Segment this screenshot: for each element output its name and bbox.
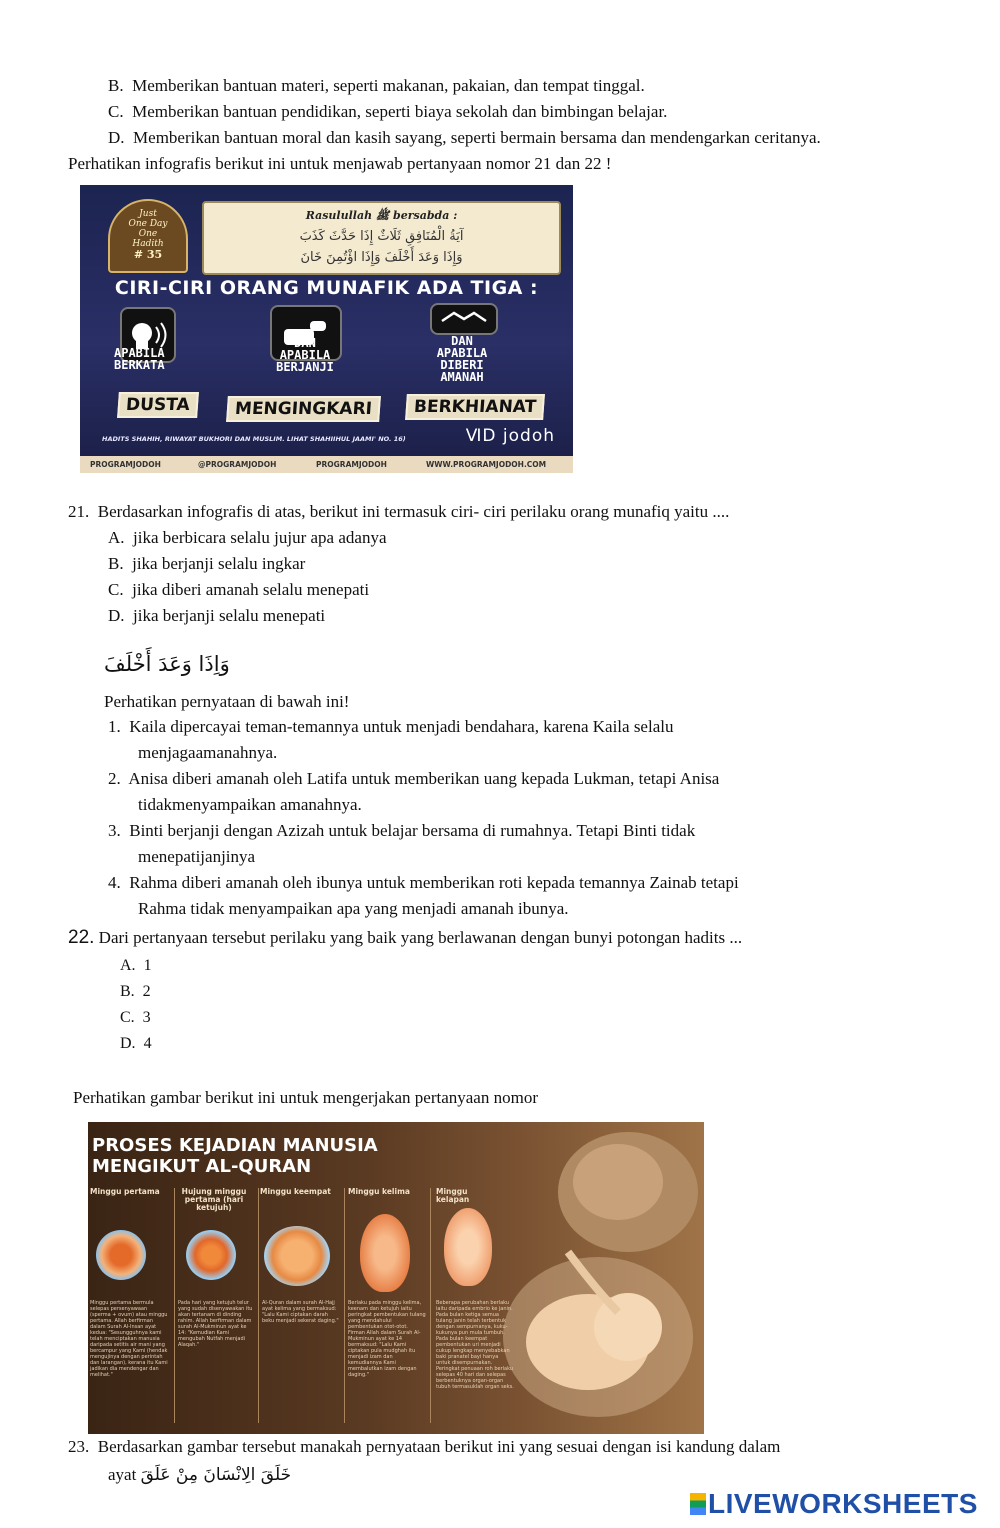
statements-intro: Perhatikan pernyataan di bawah ini! [104,692,350,711]
embryo-week-5 [360,1214,410,1292]
arabic-phrase: وَاِذَا وَعَدَ أَخْلَفَ [104,652,230,676]
infographic-footer: PROGRAMJODOH @PROGRAMJODOH PROGRAMJODOH WWW.PROGRAMJODOH.COM [80,456,573,473]
column-label-2: Hujung minggu pertama (hari ketujuh) [181,1187,247,1212]
munafik-infographic [80,185,573,473]
statement-2: 2. Anisa diberi amanah oleh Latifa untuk memberikan uang kepada Lukman, tetapi Anisa [108,769,720,788]
column-desc-3: Al-Quran dalam surah Al-Hajj ayat kelima yang bermaksud: "Lalu Kami ciptakan darah beku menjadi sekerat daging." [262,1300,339,1324]
statement-4: 4. Rahma diberi amanah oleh ibunya untuk memberikan roti kepada temannya Zainab tetapi [108,873,739,892]
infographic-source: HADITS SHAHIH, RIWAYAT BUKHORI DAN MUSLIM. LIHAT SHAHIIHUL JAAMI' NO. 16) [102,435,406,443]
q21-option-d[interactable]: D. jika berjanji selalu menepati [108,606,326,625]
top-option-b: B. Memberikan bantuan materi, seperti makanan, pakaian, dan tempat tinggal. [108,76,645,95]
question-23: 23. Berdasarkan gambar tersebut manakah pernyataan berikut ini yang sesuai dengan isi kandung dalam [68,1437,781,1456]
trait-3-banner: BERKHIANAT [405,394,545,420]
hadith-arabic-line-1: آيَةُ الْمُنَافِقِ ثَلَاثٌ إِذَا حَدَّثَ كَذَبَ [299,229,464,244]
infographic-heading: CIRI-CIRI ORANG MUNAFIK ADA TIGA : [114,277,539,299]
q22-option-d[interactable]: D. 4 [120,1035,152,1052]
trait-3-label: DAN APABILA DIBERI AMANAH [436,334,488,384]
column-label-3: Minggu keempat [260,1187,331,1196]
hadith-badge: Just One Day One Hadith # 35 [108,199,188,273]
q22-option-a[interactable]: A. 1 [120,957,152,974]
column-label-1: Minggu pertama [90,1187,160,1196]
statement-1-cont: menjagaamanahnya. [138,743,278,762]
q21-option-c[interactable]: C. jika diberi amanah selalu menepati [108,580,370,599]
cell-week-1 [96,1230,146,1280]
statement-4-cont: Rahma tidak menyampaikan apa yang menjadi amanah ibunya. [138,899,569,918]
embryo-week-8 [444,1208,492,1286]
trait-1-label: APABILA BERKATA [114,346,165,372]
column-desc-5: Beberapa perubahan berlaku iaitu daripada embrio ke janin. Pada bulan ketiga semua tulang janin telah terbentuk dengan sempurnanya, kuku-kukunya pun mula tumbuh. Pada bulan keempat pembentukan uri menjadi cukup lengkap menyebabkan baki pranatel bayi hanya untuk disempurnakan. Peringkat penuaan roh berlaku selepas 40 hari dan selepas berbentuknya organ-organ tubuh termasuklah organ seks. [436,1300,514,1390]
cell-end-week-1 [186,1230,236,1280]
liveworksheets-watermark: LIVEWORKSHEETS [690,1488,978,1520]
trait-2-banner: MENGINGKARI [226,396,381,422]
infographic-2-title: PROSES KEJADIAN MANUSIA MENGIKUT AL-QURAN [92,1135,378,1177]
hadith-arabic-line-2: وَإِذَا وَعَدَ أَخْلَفَ وَإِذَا اؤْتُمِنَ خَانَ [300,250,463,265]
statement-2-cont: tidakmenyampaikan amanahnya. [138,795,362,814]
statement-3-cont: menepatijanjinya [138,847,256,866]
q22-option-c[interactable]: C. 3 [120,1009,151,1026]
liveworksheets-logo-icon [690,1493,706,1515]
q22-option-b[interactable]: B. 2 [120,983,151,1000]
top-option-c: C. Memberikan bantuan pendidikan, seperti biaya sekolah dan bimbingan belajar. [108,102,668,121]
column-label-4: Minggu kelima [348,1187,410,1196]
instruction-infographic: Perhatikan infografis berikut ini untuk menjawab pertanyaan nomor 21 dan 22 ! [68,154,612,173]
statement-1: 1. Kaila dipercayai teman-temannya untuk menjadi bendahara, karena Kaila selalu [108,717,674,736]
column-label-5: Minggu kelapan [436,1187,470,1204]
column-desc-1: Minggu pertama bermula selepas persenyawaan (sperma + ovum) atau minggu pertama. Allah berfirman dalam Surah Al-Insan ayat kedua: "Sesungguhnya kami telah menciptakan manusia daripada setitis air mani yang bercampur yang Kami (hendak mengujinya dengan perintah dan larangan), kerana itu Kami jadikan dia mendengar dan melihat." [90,1300,168,1378]
question-21: 21. Berdasarkan infografis di atas, berikut ini termasuk ciri- ciri perilaku orang munafiq yaitu .... [68,502,730,521]
cell-week-4 [264,1226,330,1286]
hadith-scroll [202,201,561,275]
column-desc-4: Berlaku pada minggu kelima, keenam dan ketujuh iaitu peringkat pembentukan tulang yang mendahului pembentukan otot-otot. Firman Allah dalam Surah Al-Mukminun ayat ke 14 bermaksud: "Lalu Kami ciptakan pula mudghah itu menjadi izam dan kemudiannya Kami membalutkan izam dengan daging." [348,1300,426,1378]
scroll-header: Rasulullah ﷺ bersabda : [305,209,458,222]
column-desc-2: Pada hari yang ketujuh telur yang sudah disenyawakan itu akan tertanam di dinding rahim. Allah berfirman dalam surah Al-Mukminun ayat ke 14: "Kemudian Kami mengubah Nutfah menjadi Alaqah." [178,1300,253,1348]
question-22: 22. Dari pertanyaan tersebut perilaku yang baik yang berlawanan dengan bunyi potongan hadits ... [68,927,743,948]
handshake-icon [430,303,498,335]
statement-3: 3. Binti berjanji dengan Azizah untuk belajar bersama di rumahnya. Tetapi Binti tidak [108,821,696,840]
q21-option-a[interactable]: A. jika berbicara selalu jujur apa adanya [108,528,387,547]
human-development-infographic [88,1122,704,1434]
top-option-d: D. Memberikan bantuan moral dan kasih sayang, seperti bermain bersama dan mendengarkan ceritanya. [108,128,821,147]
jodoh-logo: ⅥⅮ jodoh [465,426,555,446]
instruction-picture: Perhatikan gambar berikut ini untuk mengerjakan pertanyaan nomor [73,1088,538,1107]
trait-1-banner: DUSTA [117,392,198,418]
question-23-ayat: ayat خَلَقَ الِانْسَانَ مِنْ عَلَقَ [108,1465,292,1485]
trait-2-label: DAN APABILA BERJANJI [276,336,334,374]
q21-option-b[interactable]: B. jika berjanji selalu ingkar [108,554,306,573]
